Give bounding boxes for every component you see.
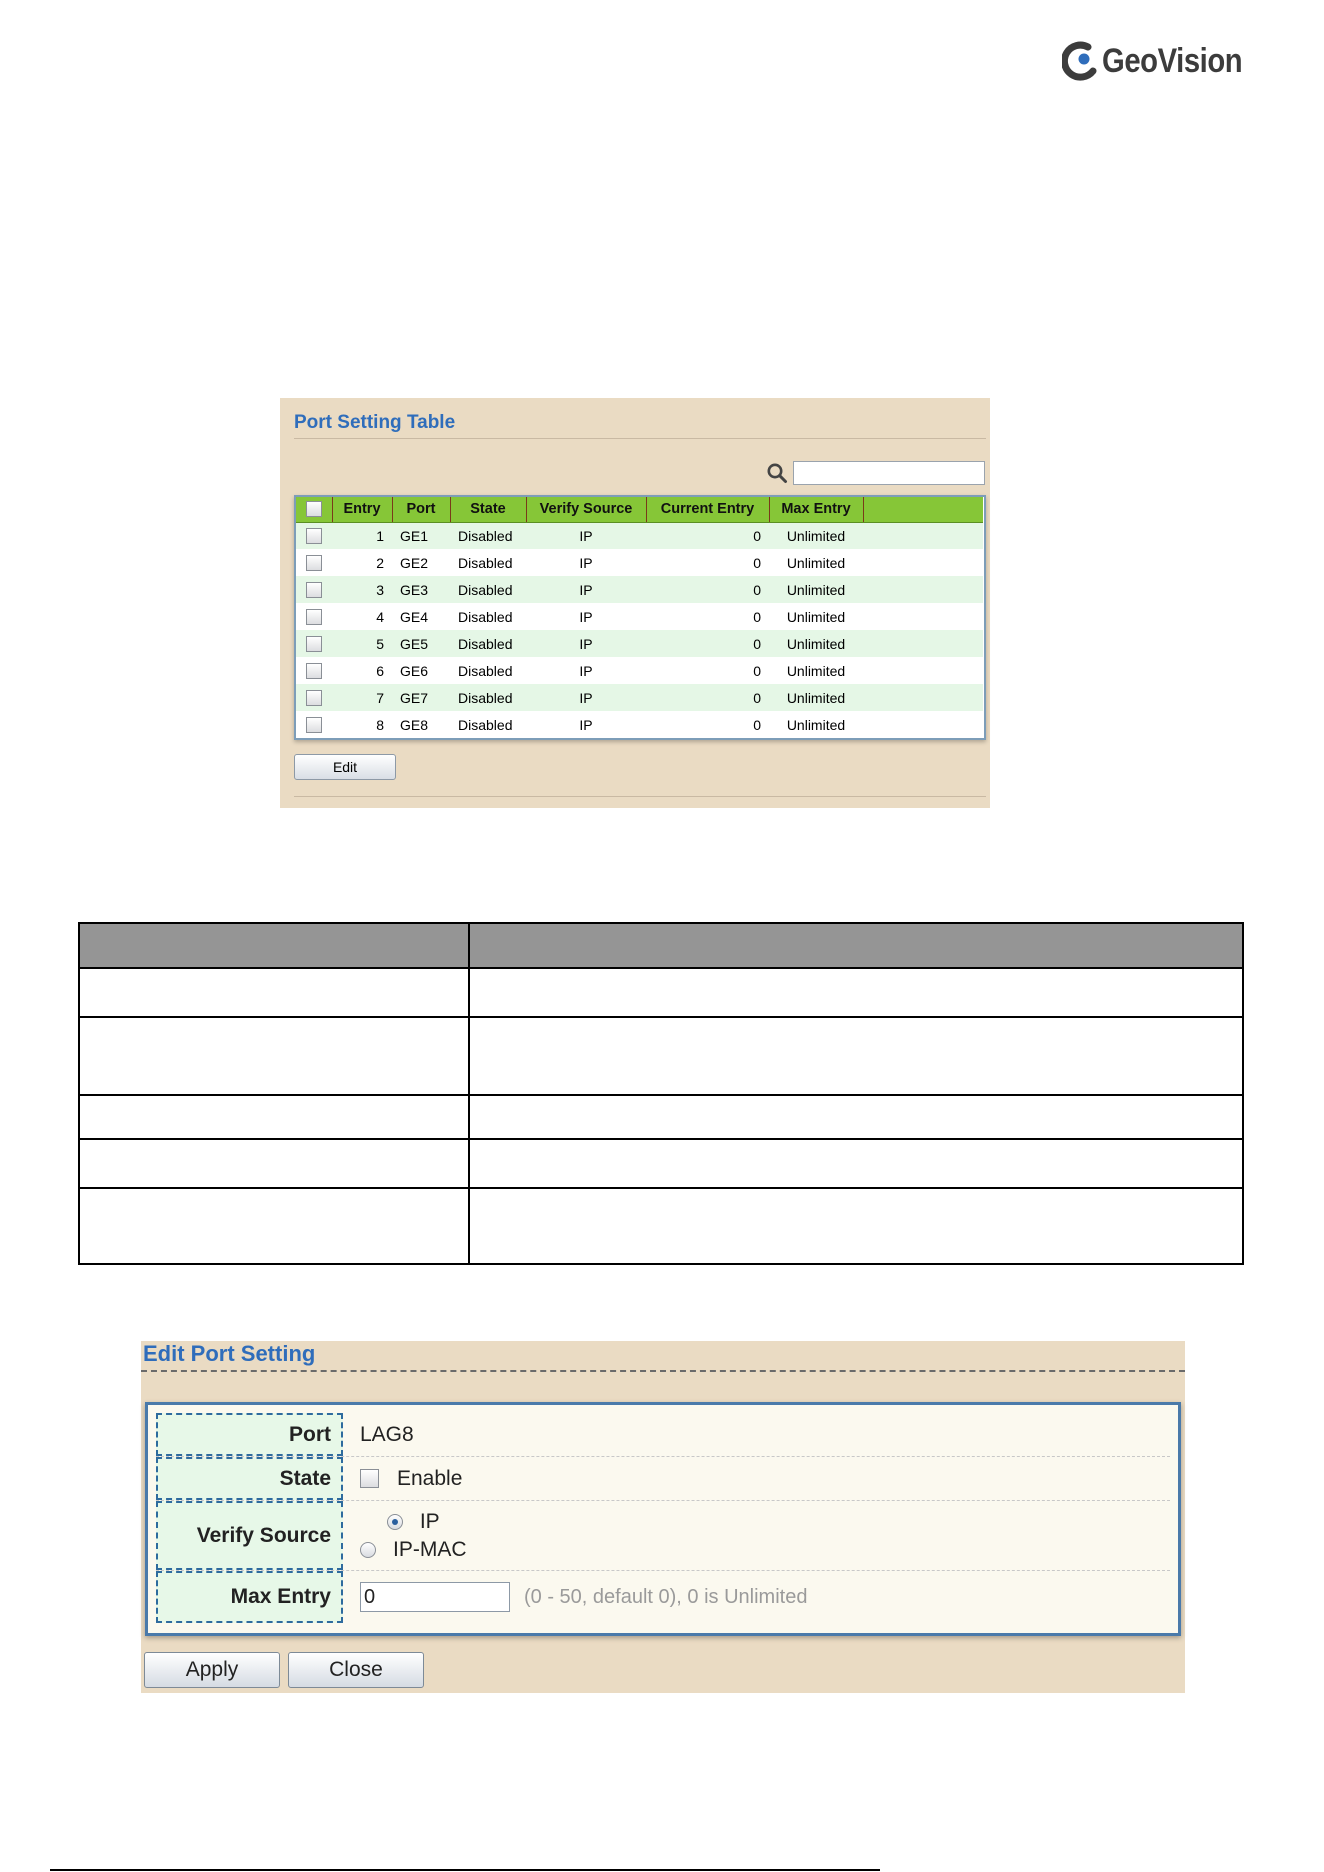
description-row [79,1188,1243,1264]
cell-port: GE4 [392,603,450,630]
verify-source-option-ip-mac[interactable] [360,1538,467,1562]
table-row[interactable] [296,630,983,657]
description-table [78,922,1244,1265]
cell-port: GE7 [392,684,450,711]
max-entry-input[interactable] [360,1582,510,1612]
geovision-logo-icon [1062,39,1100,83]
edit-port-setting-panel [141,1341,1185,1693]
cell-current-entry: 0 [646,711,769,738]
port-setting-table-panel [280,398,990,808]
cell-max-entry: Unlimited [769,657,863,684]
logo-text: GeoVision [1102,41,1243,80]
apply-button[interactable]: Apply [144,1652,280,1688]
table-row[interactable] [296,603,983,630]
table-row[interactable] [296,549,983,576]
cell-max-entry: Unlimited [769,630,863,657]
cell-verify-source: IP [526,711,646,738]
cell-current-entry: 0 [646,522,769,549]
description-header-row [79,923,1243,968]
select-all-header [296,497,332,522]
search-bar [766,461,985,485]
description-cell [469,1139,1243,1188]
description-row [79,1017,1243,1095]
cell-verify-source: IP [526,522,646,549]
max-entry-label: Max Entry [156,1571,343,1623]
cell-entry: 4 [332,603,392,630]
cell-verify-source: IP [526,630,646,657]
column-header-current-entry[interactable]: Current Entry [646,497,769,522]
description-cell [79,968,469,1017]
cell-state: Disabled [450,684,526,711]
cell-verify-source: IP [526,657,646,684]
cell-port: GE8 [392,711,450,738]
table-row[interactable] [296,576,983,603]
port-label: Port [156,1413,343,1456]
description-row [79,1095,1243,1139]
cell-state: Disabled [450,549,526,576]
row-select [296,522,332,549]
cell-state: Disabled [450,603,526,630]
cell-max-entry: Unlimited [769,603,863,630]
state-enable-checkbox[interactable] [360,1469,379,1488]
row-select [296,549,332,576]
description-row [79,968,1243,1017]
cell-filler [863,576,983,603]
table-row[interactable] [296,684,983,711]
form-row-max-entry [156,1571,1170,1623]
state-label: State [156,1457,343,1500]
radio-ip-mac-label[interactable]: IP-MAC [393,1537,467,1561]
state-enable-label[interactable]: Enable [397,1466,463,1490]
cell-filler [863,603,983,630]
state-control [360,1457,462,1500]
edit-button[interactable]: Edit [294,754,396,780]
description-cell [79,1017,469,1095]
row-select [296,657,332,684]
cell-port: GE3 [392,576,450,603]
column-header-entry[interactable]: Entry [332,497,392,522]
dashed-divider [141,1370,1185,1372]
form-row-port [156,1413,1170,1457]
description-cell [79,1095,469,1139]
cell-entry: 2 [332,549,392,576]
cell-port: GE5 [392,630,450,657]
cell-filler [863,711,983,738]
description-row [79,1139,1243,1188]
description-cell [79,1139,469,1188]
cell-verify-source: IP [526,684,646,711]
select-all-checkbox[interactable] [306,501,322,517]
radio-ip-label[interactable]: IP [419,1509,440,1533]
port-value: LAG8 [360,1422,414,1446]
edit-port-setting-form [145,1402,1181,1636]
description-cell [469,1188,1243,1264]
row-checkbox[interactable] [306,717,322,733]
cell-state: Disabled [450,711,526,738]
row-checkbox[interactable] [306,636,322,652]
cell-max-entry: Unlimited [769,549,863,576]
cell-entry: 6 [332,657,392,684]
cell-port: GE2 [392,549,450,576]
form-row-state [156,1457,1170,1501]
cell-verify-source: IP [526,576,646,603]
table-row[interactable] [296,522,983,549]
cell-max-entry: Unlimited [769,522,863,549]
radio-ip-mac[interactable] [360,1542,376,1558]
verify-source-option-ip[interactable] [387,1510,440,1534]
cell-entry: 3 [332,576,392,603]
search-input[interactable] [793,461,985,485]
cell-filler [863,549,983,576]
row-checkbox[interactable] [306,609,322,625]
edit-port-setting-title: Edit Port Setting [143,1341,316,1366]
search-icon[interactable] [766,462,788,484]
divider [294,438,986,439]
cell-entry: 7 [332,684,392,711]
column-header-filler [863,497,983,522]
verify-source-label: Verify Source [156,1501,343,1570]
column-header-state[interactable]: State [450,497,526,522]
cell-port: GE6 [392,657,450,684]
cell-filler [863,657,983,684]
cell-max-entry: Unlimited [769,684,863,711]
cell-current-entry: 0 [646,576,769,603]
row-select [296,630,332,657]
cell-state: Disabled [450,522,526,549]
close-button[interactable]: Close [288,1652,424,1688]
cell-port: GE1 [392,522,450,549]
description-cell [79,1188,469,1264]
max-entry-control [360,1571,807,1623]
table-row[interactable] [296,657,983,684]
cell-current-entry: 0 [646,603,769,630]
description-cell [469,968,1243,1017]
cell-filler [863,684,983,711]
row-select [296,603,332,630]
description-cell [469,1017,1243,1095]
footnote-rule [50,1869,880,1871]
cell-state: Disabled [450,657,526,684]
verify-source-radio-group [360,1501,467,1570]
divider [294,796,986,797]
row-select [296,576,332,603]
cell-filler [863,630,983,657]
row-checkbox[interactable] [306,582,322,598]
row-checkbox[interactable] [306,690,322,706]
row-checkbox[interactable] [306,555,322,571]
column-header-verify-source[interactable]: Verify Source [526,497,646,522]
column-header-max-entry[interactable]: Max Entry [769,497,863,522]
max-entry-hint: (0 - 50, default 0), 0 is Unlimited [524,1585,808,1608]
cell-max-entry: Unlimited [769,711,863,738]
cell-current-entry: 0 [646,684,769,711]
table-row[interactable] [296,711,983,738]
port-setting-table-title: Port Setting Table [294,412,456,433]
geovision-logo [1062,36,1265,86]
cell-current-entry: 0 [646,549,769,576]
cell-verify-source: IP [526,549,646,576]
description-header-cell [469,923,1243,968]
radio-ip[interactable] [387,1514,403,1530]
cell-max-entry: Unlimited [769,576,863,603]
port-setting-grid [294,495,986,740]
table-header-row [296,497,983,522]
cell-current-entry: 0 [646,657,769,684]
cell-entry: 8 [332,711,392,738]
cell-entry: 1 [332,522,392,549]
port-setting-table [296,497,983,738]
row-checkbox[interactable] [306,663,322,679]
cell-entry: 5 [332,630,392,657]
column-header-port[interactable]: Port [392,497,450,522]
description-header-cell [79,923,469,968]
cell-filler [863,522,983,549]
row-select [296,684,332,711]
description-cell [469,1095,1243,1139]
cell-state: Disabled [450,576,526,603]
cell-verify-source: IP [526,603,646,630]
cell-state: Disabled [450,630,526,657]
form-row-verify-source [156,1501,1170,1571]
row-checkbox[interactable] [306,528,322,544]
row-select [296,711,332,738]
cell-current-entry: 0 [646,630,769,657]
